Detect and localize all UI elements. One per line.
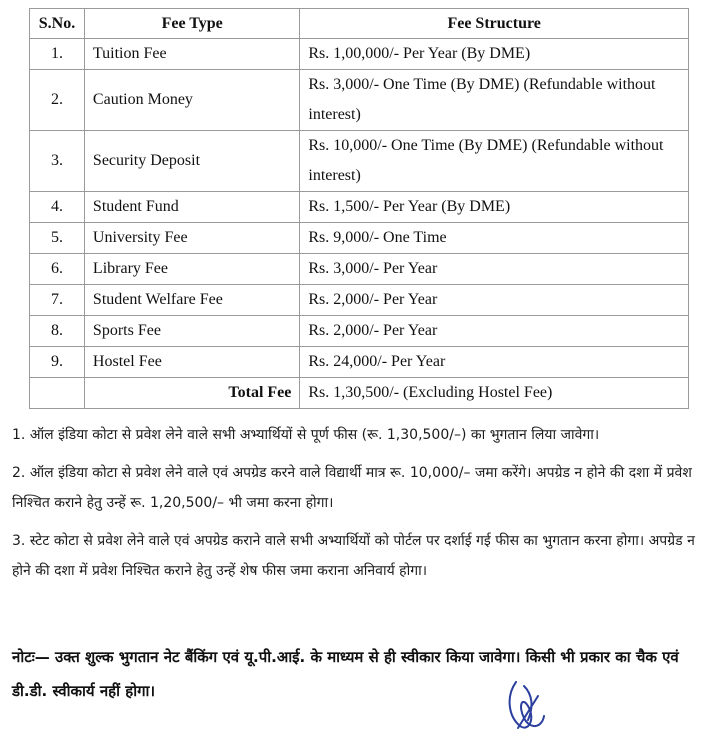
table-row bbox=[30, 223, 689, 254]
note-number: 2. bbox=[12, 465, 26, 481]
note-number: 1. bbox=[12, 427, 26, 443]
signature-stroke bbox=[510, 682, 544, 728]
row-fee-structure: Rs. 1,500/- Per Year (By DME) bbox=[300, 192, 689, 223]
row-sno: 6. bbox=[30, 254, 85, 285]
row-fee-structure: Rs. 24,000/- Per Year bbox=[300, 347, 689, 378]
row-fee-type: Library Fee bbox=[84, 254, 299, 285]
row-fee-type: Caution Money bbox=[84, 70, 299, 131]
table-header-row bbox=[30, 9, 689, 39]
table-row bbox=[30, 192, 689, 223]
row-sno: 4. bbox=[30, 192, 85, 223]
row-fee-type: Hostel Fee bbox=[84, 347, 299, 378]
note-item bbox=[12, 526, 712, 586]
notes-list bbox=[12, 420, 712, 594]
note-item bbox=[12, 420, 712, 450]
row-fee-type: Tuition Fee bbox=[84, 39, 299, 70]
row-sno: 5. bbox=[30, 223, 85, 254]
total-label: Total Fee bbox=[84, 378, 299, 409]
payment-remark: नोटः— उक्त शुल्क भुगतान नेट बैंकिंग एवं यू.पी.आई. के माध्यम से ही स्वीकार किया जावेगा। किसी भी प्रकार का चैक एवं डी.डी. स्वीकार्य नहीं होगा। bbox=[12, 648, 679, 700]
note-text: ऑल इंडिया कोटा से प्रवेश लेने वाले सभी अभ्यार्थियों से पूर्ण फीस (रू. 1,30,500/–) का भुगतान लिया जावेगा। bbox=[29, 427, 600, 443]
row-fee-structure: Rs. 1,00,000/- Per Year (By DME) bbox=[300, 39, 689, 70]
total-row bbox=[30, 378, 689, 409]
row-sno: 7. bbox=[30, 285, 85, 316]
fee-table bbox=[29, 8, 689, 409]
row-fee-structure: Rs. 9,000/- One Time bbox=[300, 223, 689, 254]
row-fee-type: University Fee bbox=[84, 223, 299, 254]
header-fee-structure: Fee Structure bbox=[300, 9, 689, 39]
row-fee-structure: Rs. 3,000/- Per Year bbox=[300, 254, 689, 285]
row-sno: 3. bbox=[30, 131, 85, 192]
row-sno: 9. bbox=[30, 347, 85, 378]
row-sno: 1. bbox=[30, 39, 85, 70]
row-fee-type: Sports Fee bbox=[84, 316, 299, 347]
row-fee-structure: Rs. 2,000/- Per Year bbox=[300, 285, 689, 316]
row-fee-type: Security Deposit bbox=[84, 131, 299, 192]
note-text: स्टेट कोटा से प्रवेश लेने वाले एवं अपग्रेड कराने वाले सभी अभ्यार्थियों को पोर्टल पर दर्शाई गई फीस का भुगतान करना होगा। अपग्रेड न होने की दशा में प्रवेश निश्चित कराने हेतु उन्हें शेष फीस जमा कराना अनिवार्य होगा। bbox=[12, 533, 695, 579]
row-fee-type: Student Fund bbox=[84, 192, 299, 223]
note-text: ऑल इंडिया कोटा से प्रवेश लेने वाले एवं अपग्रेड करने वाले विद्यार्थी मात्र रू. 10,000/– जमा करेंगे। अपग्रेड न होने की दशा में प्रवेश निश्चित कराने हेतु उन्हें रू. 1,20,500/– भी जमा करना होगा। bbox=[12, 465, 692, 511]
note-item bbox=[12, 458, 712, 518]
table-row bbox=[30, 316, 689, 347]
header-fee-type: Fee Type bbox=[84, 9, 299, 39]
table-row bbox=[30, 70, 689, 131]
note-number: 3. bbox=[12, 533, 26, 549]
table-row bbox=[30, 254, 689, 285]
total-value: Rs. 1,30,500/- (Excluding Hostel Fee) bbox=[300, 378, 689, 409]
signature-icon bbox=[498, 676, 558, 736]
header-sno: S.No. bbox=[30, 9, 85, 39]
row-fee-structure: Rs. 3,000/- One Time (By DME) (Refundable without interest) bbox=[300, 70, 689, 131]
table-row bbox=[30, 285, 689, 316]
total-empty-cell bbox=[30, 378, 85, 409]
table-row bbox=[30, 347, 689, 378]
row-fee-structure: Rs. 2,000/- Per Year bbox=[300, 316, 689, 347]
row-sno: 2. bbox=[30, 70, 85, 131]
row-fee-type: Student Welfare Fee bbox=[84, 285, 299, 316]
row-sno: 8. bbox=[30, 316, 85, 347]
table-row bbox=[30, 39, 689, 70]
row-fee-structure: Rs. 10,000/- One Time (By DME) (Refundable without interest) bbox=[300, 131, 689, 192]
table-row bbox=[30, 131, 689, 192]
